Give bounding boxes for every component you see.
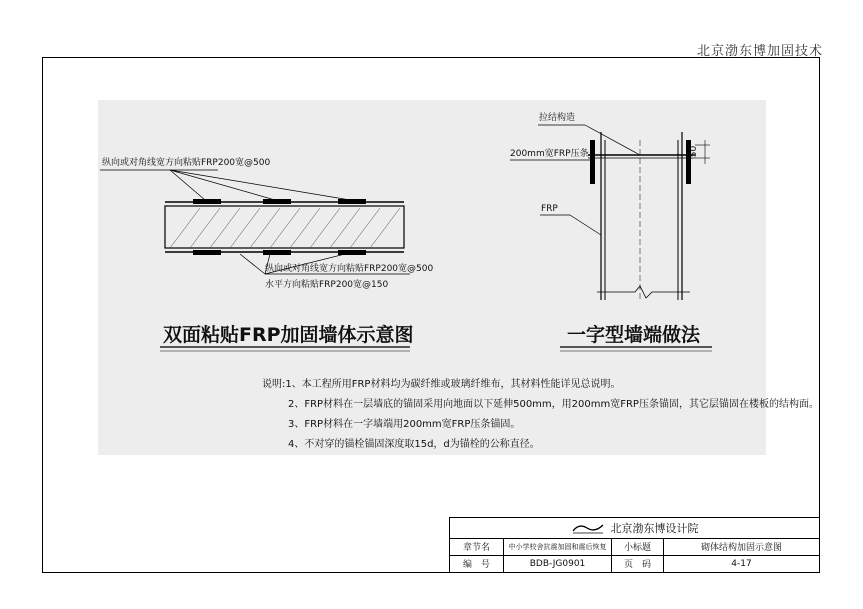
note-item-1: 说明:1、本工程所用FRP材料均为碳纤维或玻璃纤维布，其材料性能详见总说明。 [262, 379, 621, 390]
label-bottom-frp-2: 水平方向粘贴FRP200宽@150 [265, 280, 389, 290]
subtitle-value: 砌体结构加固示意图 [700, 543, 782, 553]
number-label: 编 号 [450, 555, 504, 572]
company-header: 北京渤东博加固技术 [696, 44, 823, 59]
note-item-4: 4、不对穿的锚栓锚固深度取15d，d为锚栓的公称直径。 [288, 439, 540, 450]
title-block-row-chapter [450, 538, 819, 556]
right-detail-title: 一字型墙端做法 [567, 324, 701, 346]
chapter-value: 中小学校舍抗震加固和震后恢复 [504, 538, 612, 555]
page-label: 页 码 [612, 555, 664, 572]
label-top-frp: 纵向或对角线宽方向粘贴FRP200宽@500 [102, 158, 271, 168]
label-frp: FRP [541, 204, 558, 214]
title-block-row-number [450, 555, 819, 572]
institute-name: 北京渤东博设计院 [610, 522, 699, 535]
left-detail-title: 双面粘贴FRP加固墙体示意图 [163, 324, 414, 346]
institute-logo-icon [571, 522, 605, 534]
label-tie-construction: 拉结构造 [539, 113, 576, 123]
design-notes [262, 375, 819, 455]
subtitle-label: 小标题 [612, 538, 664, 555]
label-bottom-frp-1: 纵向或对角线宽方向粘贴FRP200宽@500 [265, 264, 434, 274]
number-value: BDB-JG0901 [504, 555, 612, 572]
dimension-50: 50 [689, 145, 700, 158]
page-value: 4-17 [731, 558, 752, 569]
notes-lead: 说明: [262, 379, 286, 390]
title-block [449, 517, 820, 573]
label-frp-strip: 200mm宽FRP压条 [510, 149, 589, 159]
chapter-label: 章节名 [450, 538, 504, 555]
note-item-2: 2、FRP材料在一层墙底的锚固采用向地面以下延伸500mm，用200mm宽FRP压条锚固，其它层锚固在楼板的结构面。 [288, 399, 819, 410]
wall-section-left [165, 202, 404, 252]
title-block-header [450, 518, 819, 539]
title-underlines [160, 347, 712, 351]
note-item-3: 3、FRP材料在一字墙端用200mm宽FRP压条锚固。 [288, 419, 521, 430]
